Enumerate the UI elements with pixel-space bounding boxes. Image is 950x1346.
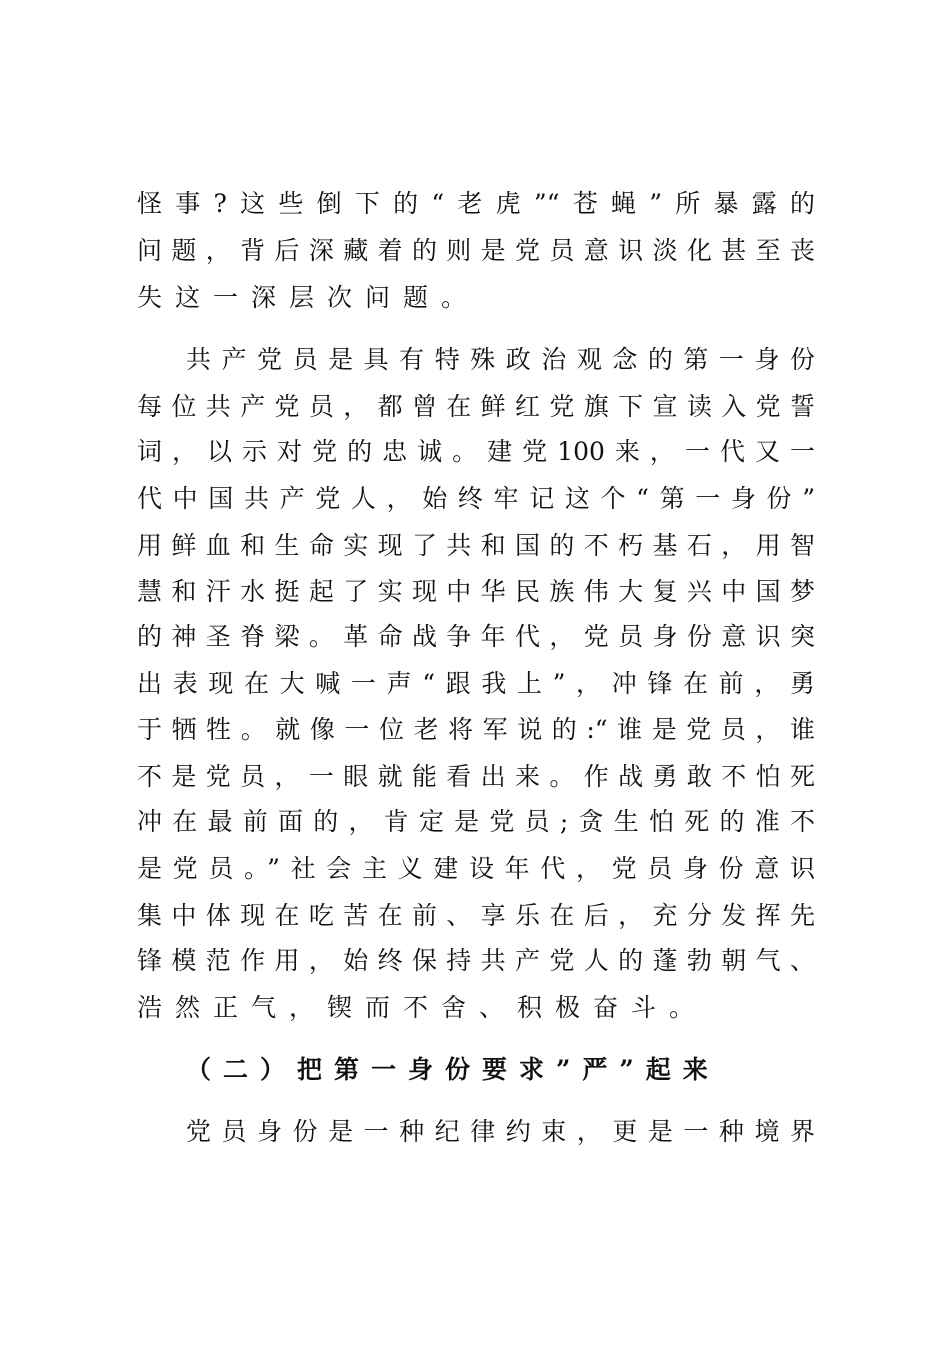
paragraph-line: 问题，背后深藏着的则是党员意识淡化甚至丧 bbox=[137, 236, 815, 265]
paragraph-line: 浩然正气，锲而不舍、积极奋斗。 bbox=[137, 993, 708, 1022]
paragraph-line: 失这一深层次问题。 bbox=[137, 283, 480, 312]
paragraph-line: 共产党员是具有特殊政治观念的第一身份 bbox=[186, 345, 815, 374]
paragraph-line: 于牺牲。就像一位老将军说的:“谁是党员，谁 bbox=[137, 715, 815, 744]
paragraph-line: 党员身份是一种纪律约束，更是一种境界 bbox=[186, 1117, 815, 1146]
paragraph-line: 集中体现在吃苦在前、享乐在后，充分发挥先 bbox=[137, 901, 815, 930]
paragraph-line: 的神圣脊梁。革命战争年代，党员身份意识突 bbox=[137, 622, 815, 651]
paragraph-line: 锋模范作用，始终保持共产党人的蓬勃朝气、 bbox=[137, 946, 815, 975]
paragraph-line: 怪事?这些倒下的“老虎”“苍蝇”所暴露的 bbox=[137, 189, 815, 218]
paragraph-line: 不是党员，一眼就能看出来。作战勇敢不怕死 bbox=[137, 762, 815, 791]
paragraph-line: 出表现在大喊一声“跟我上”，冲锋在前，勇 bbox=[137, 669, 815, 698]
paragraph-line: 词，以示对党的忠诚。建党100来，一代又一 bbox=[137, 437, 815, 466]
paragraph-line: 用鲜血和生命实现了共和国的不朽基石，用智 bbox=[137, 531, 815, 560]
section-heading: （二）把第一身份要求”严”起来 bbox=[186, 1055, 720, 1084]
paragraph-line: 冲在最前面的，肯定是党员;贪生怕死的准不 bbox=[137, 807, 815, 836]
paragraph-line: 每位共产党员，都曾在鲜红党旗下宣读入党誓 bbox=[137, 392, 815, 421]
paragraph-line: 慧和汗水挺起了实现中华民族伟大复兴中国梦 bbox=[137, 577, 815, 606]
paragraph-line: 是党员。”社会主义建设年代，党员身份意识 bbox=[137, 854, 815, 883]
paragraph-line: 代中国共产党人，始终牢记这个“第一身份” bbox=[137, 484, 815, 513]
